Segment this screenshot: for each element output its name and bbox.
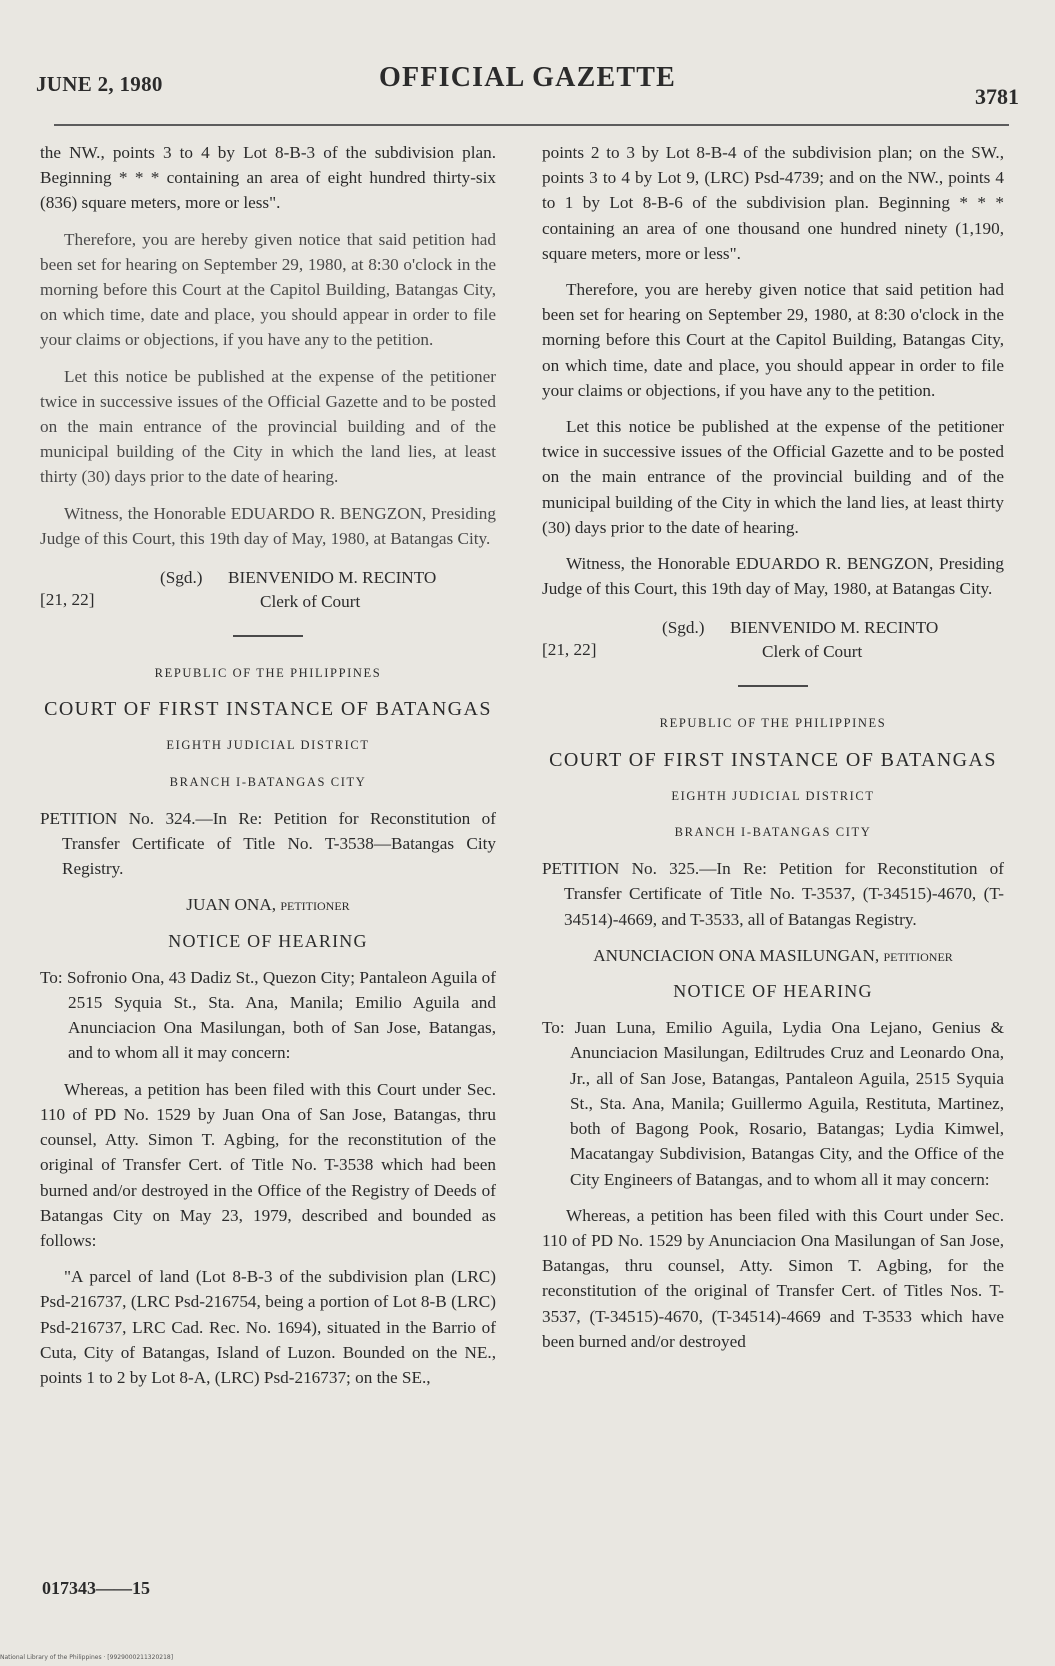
issue-date: JUNE 2, 1980	[36, 72, 163, 96]
branch-heading: BRANCH I-BATANGAS CITY	[169, 774, 367, 789]
issue-reference: [21, 22]	[40, 590, 95, 610]
witness-paragraph: Witness, the Honorable EDUARDO R. BENGZON, Presiding Judge of this Court, this 19th day of May, 1980, at Batangas City.	[40, 503, 496, 548]
land-description-end: points 2 to 3 by Lot 8-B-4 of the subdivision plan; on the SW., points 3 to 4 by Lot 9, (LRC) Psd-4739; and on the NW., points 4 to 1 by Lot 8-B-6 of the subdivision plan. Beginning * * * containing an area of one thousand one hundred ninety (1,190, square meters, more or less".	[542, 143, 1004, 263]
petition-caption: PETITION No. 325.—In Re: Petition for Reconstitution of Transfer Certificate of Title No. T-3537, (T-34515)-4670, (T-34514)-4669, and T-3533, all of Batangas Registry.	[542, 859, 1004, 929]
signed-mark: (Sgd.)	[160, 568, 203, 588]
right-column	[542, 140, 1004, 1365]
court-heading: COURT OF FIRST INSTANCE OF BATANGAS	[549, 748, 997, 771]
addressees: To: Sofronio Ona, 43 Dadiz St., Quezon City; Pantaleon Aguila of 2515 Syquia St., Sta. Ana, Manila; Emilio Aguila and Anunciacion Ona Masilungan, both of San Jose, Batangas, and to whom all it may concern:	[40, 967, 496, 1063]
petitioner-line: JUAN ONA, petitioner	[186, 895, 350, 915]
land-description-end: the NW., points 3 to 4 by Lot 8-B-3 of the subdivision plan. Beginning * * * containing an area of eight hundred thirty-six (836) square meters, more or less".	[40, 143, 496, 213]
section-divider	[738, 685, 808, 687]
signed-mark: (Sgd.)	[662, 618, 705, 638]
page-number: 3781	[975, 84, 1019, 109]
publication-title: OFFICIAL GAZETTE	[379, 62, 676, 93]
district-heading: EIGHTH JUDICIAL DISTRICT	[671, 788, 875, 803]
signatory-title: Clerk of Court	[762, 642, 863, 662]
signatory-title: Clerk of Court	[260, 592, 361, 612]
hearing-paragraph: Therefore, you are hereby given notice that said petition had been set for hearing on September 29, 1980, at 8:30 o'clock in the morning before this Court at the Capitol Building, Batangas City, on which time, date and place, you should appear in order to file your claims or objections, if you have any to the petition.	[40, 229, 496, 350]
whereas-paragraph: Whereas, a petition has been filed with this Court under Sec. 110 of PD No. 1529 by Anunciacion Ona Masilungan of San Jose, Batangas, thru counsel, Atty. Simon T. Agbing, for the reconstitution of the original of Transfer Cert. of Titles Nos. T-3537, (T-34515)-4670, (T-34514)-4669 and T-3533 which have been burned and/or destroyed	[542, 1205, 1004, 1351]
scan-credit: National Library of the Philippines · [9929000211320218]	[0, 1654, 174, 1661]
republic-heading: REPUBLIC OF THE PHILIPPINES	[154, 666, 382, 681]
print-code: 017343——15	[42, 1578, 150, 1598]
notice-heading: NOTICE OF HEARING	[168, 930, 368, 951]
signature-block	[40, 565, 496, 613]
left-column	[40, 140, 496, 1401]
witness-paragraph: Witness, the Honorable EDUARDO R. BENGZON, Presiding Judge of this Court, this 19th day of May, 1980, at Batangas City.	[542, 554, 1004, 599]
court-heading: COURT OF FIRST INSTANCE OF BATANGAS	[44, 698, 492, 721]
hearing-paragraph: Therefore, you are hereby given notice that said petition had been set for hearing on September 29, 1980, at 8:30 o'clock in the morning before this Court at the Capitol Building, Batangas City, on which time, date and place, you should appear in order to file your claims or objections, if you have any to the petition.	[542, 280, 1004, 400]
signatory-name: BIENVENIDO M. RECINTO	[228, 568, 437, 588]
section-divider	[233, 635, 303, 637]
parcel-description: "A parcel of land (Lot 8-B-3 of the subdivision plan (LRC) Psd-216737, (LRC Psd-216754, being a portion of Lot 8-B (LRC) Psd-216737, LRC Cad. Rec. No. 1694), situated in the Barrio of Cuta, City of Batangas, Island of Luzon. Bounded on the NE., points 1 to 2 by Lot 8-A, (LRC) Psd-216737; on the SE.,	[40, 1267, 496, 1387]
signature-block	[542, 615, 1004, 663]
publication-paragraph: Let this notice be published at the expense of the petitioner twice in successive issues of the Official Gazette and to be posted on the main entrance of the provincial building and of the municipal building of the City in which the land lies, at least thirty (30) days prior to the date of hearing.	[542, 417, 1004, 537]
signatory-name: BIENVENIDO M. RECINTO	[730, 618, 939, 638]
publication-paragraph: Let this notice be published at the expense of the petitioner twice in successive issues of the Official Gazette and to be posted on the main entrance of the provincial building and of the municipal building of the City in which the land lies, at least thirty (30) days prior to the date of hearing.	[40, 366, 496, 487]
district-heading: EIGHTH JUDICIAL DISTRICT	[166, 738, 370, 753]
petitioner-line: ANUNCIACION ONA MASILUNGAN, petitioner	[593, 945, 953, 965]
notice-heading: NOTICE OF HEARING	[673, 981, 873, 1002]
petition-caption: PETITION No. 324.—In Re: Petition for Reconstitution of Transfer Certificate of Title No. T-3538—Batangas City Registry.	[40, 808, 496, 879]
republic-heading: REPUBLIC OF THE PHILIPPINES	[659, 716, 887, 731]
page-header	[36, 62, 1019, 109]
whereas-paragraph: Whereas, a petition has been filed with this Court under Sec. 110 of PD No. 1529 by Juan Ona of San Jose, Batangas, thru counsel, Atty. Simon T. Agbing, for the reconstitution of the original of Transfer Cert. of Title No. T-3538 which had been burned and/or destroyed in the Office of the Registry of Deeds of Batangas City on May 23, 1979, described and bounded as follows:	[40, 1079, 496, 1250]
header-rule	[54, 124, 1009, 126]
branch-heading: BRANCH I-BATANGAS CITY	[674, 825, 872, 840]
issue-reference: [21, 22]	[542, 640, 597, 660]
addressees: To: Juan Luna, Emilio Aguila, Lydia Ona Lejano, Genius & Anunciacion Masilungan, Ediltrudes Cruz and Leonardo Ona, Jr., all of San Jose, Batangas, Pantaleon Aguila, 2515 Syquia St., Sta. Ana, Manila; Guillermo Aguila, Restituta, Martinez, both of Bagong Pook, Rosario, Batangas; Lydia Kimwel, Macatangay Subdivision, Batangas City, and the Office of the City Engineers of Batangas, and to whom all it may concern:	[542, 1018, 1004, 1189]
